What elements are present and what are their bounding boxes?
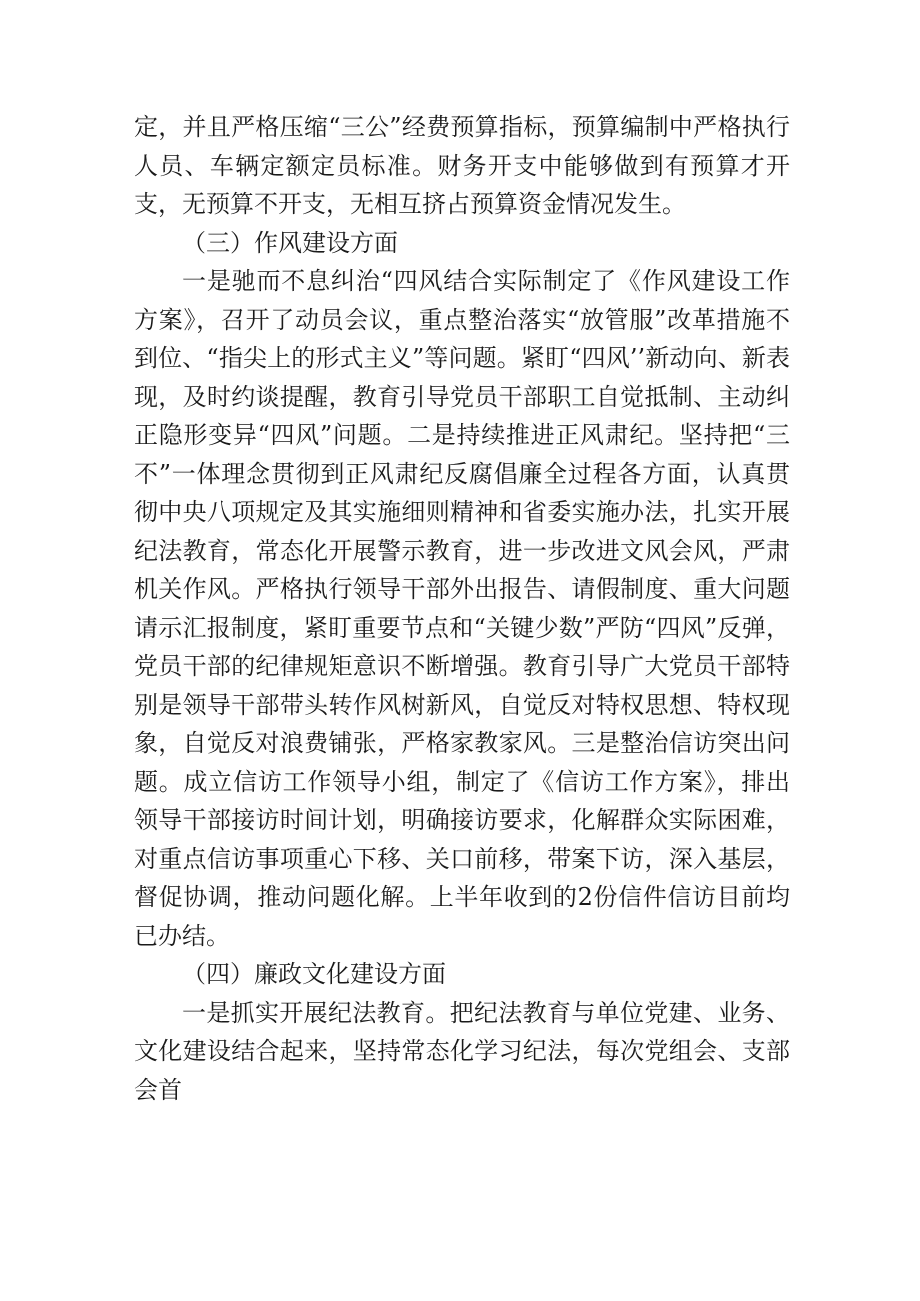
paragraph-continuation: 定，并且严格压缩“三公”经费预算指标，预算编制中严格执行人员、车辆定额定员标准。财务开支中能够做到有预算才开支，无预算不开支，无相互挤占预算资金情况发生。: [134, 113, 790, 218]
section-heading-integrity-culture: （四）廉政文化建设方面: [182, 960, 446, 988]
document-body: [134, 108, 790, 1109]
section-heading-style: （三）作风建设方面: [182, 228, 398, 257]
paragraph-style-building: 一是驰而不息纠治“四风结合实际制定了《作风建设工作方案》，召开了动员会议，重点整治落实“放管服”改革措施不到位、“指尖上的形式主义”等问题。紧盯“四风’’新动向、新表现，及时约谈提醒，教育引导党员干部职工自觉抵制、主动纠正隐形变异“四风”问题。二是持续推进正风肃纪。坚持把“三不”一体理念贯彻到正风肃纪反腐倡廉全过程各方面，认真贯彻中央八项规定及其实施细则精神和省委实施办法，扎实开展纪法教育，常态化开展警示教育，进一步改进文风会风，严肃机关作风。严格执行领导干部外出报告、请假制度、重大问题请示汇报制度，紧盯重要节点和“关键少数”严防“四风”反弹，党员干部的纪律规矩意识不断增强。教育引导广大党员干部特别是领导干部带头转作风树新风，自觉反对特权思想、特权现象，自觉反对浪费铺张，严格家教家风。三是整治信访突出问题。成立信访工作领导小组，制定了《信访工作方案》，排出领导干部接访时间计划，明确接访要求，化解群众实际困难，对重点信访事项重心下移、关口前移，带案下访，深入基层，督促协调，推动问题化解。上半年收到的2份信件信访目前均已办结。: [134, 267, 790, 950]
paragraph-integrity-culture: 一是抓实开展纪法教育。把纪法教育与单位党建、业务、文化建设结合起来，坚持常态化学习纪法，每次党组会、支部会首: [134, 998, 790, 1104]
